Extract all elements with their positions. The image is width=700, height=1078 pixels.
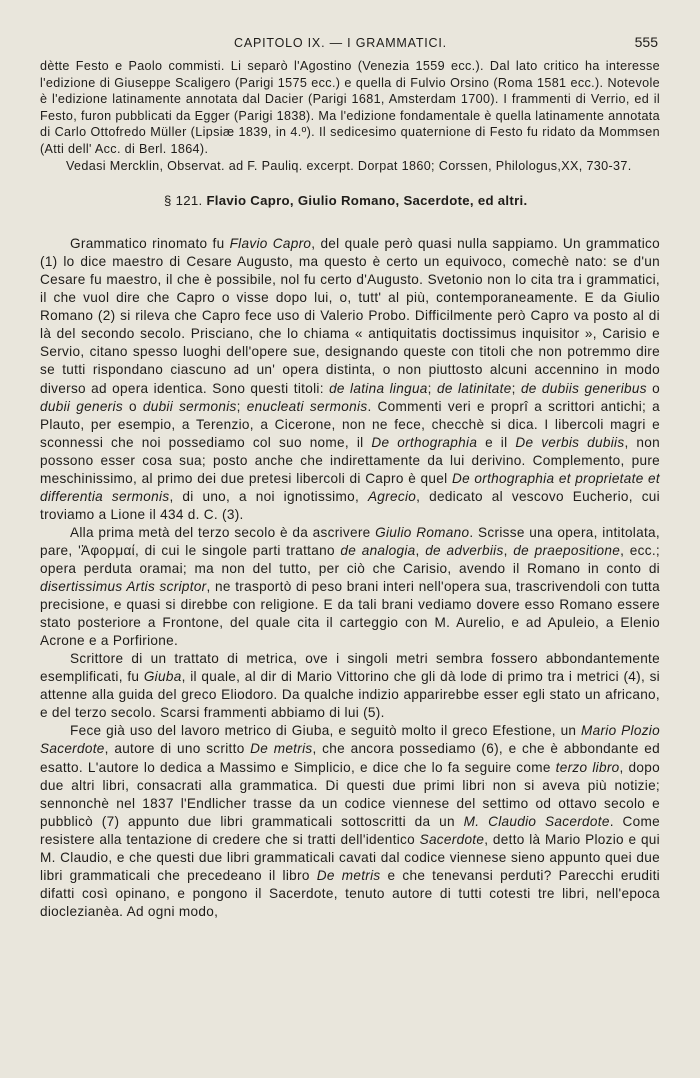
italic-text: De metris [316,867,381,883]
body-text [40,235,660,921]
text-run: , del quale però quasi nulla sappiamo. Un grammatico (1) lo dice maestro di Cesare Augusto, ma questo è certo un equivoco, comechè nato: se d'un Cesare fu maestro, il che è possibile, nol fu certo d'Augusto. Svetonio non lo cita tra i grammatici, il che vuol dire che Capro o visse dopo lui, o, tutt' al più, contemporaneamente. E da Giulio Romano (2) si rileva che Capro fece uso di Valerio Probo. Difficilmente però Capro va posto al di là del secondo secolo. Prisciano, che lo chiama « antiquitatis doctissimus inquisitor », Carisio e Servio, citano spesso luoghi dell'opere sue, designando queste con titoli che non potremmo dire se tutti rispondano ciascuno ad un' opera distinta, o non piuttosto alcuni accennino in modo diverso ad opera identica. Sono questi titoli: [40,236,660,396]
italic-text: de dubiis generibus [520,380,647,396]
text-run: Fece già uso del lavoro metrico di Giuba, e seguitò molto il greco Efestione, un [70,723,581,739]
text-run: e che tenevansi perduti? Parecchi eruditi difatti così opinano, e pongono il Sacerdote, tenuto autore di tutti cotesti tre libri, nell'epoca dioclezianèa. Ad ogni modo, [40,867,660,919]
body-paragraph [40,524,660,650]
footnote-continuation [40,58,660,174]
text-run: . Come resistere alla tentazione di credere che si tratti dell'identico [40,813,660,847]
text-run: ; [427,380,437,396]
text-run: , ne trasportò di peso brani interi nell'opera sua, trascrivendoli con tutta precisione, e quasi si direbbe con religione. E da tali brani vediamo dovere esso Romano essere stato posteriore a Frontone, del quale cita il carteggio con M. Aurelio, e ad Apuleio, a Elenio Acrone e a Porfirione. [40,579,660,649]
italic-text: Agrecio [367,488,417,504]
body-paragraph [40,722,660,921]
italic-text: de latinitate [437,380,512,396]
text-run: o [122,398,143,414]
text-run: , di uno, a noi ignotissimo, [169,488,368,504]
italic-text: De metris [250,741,313,757]
text-run: Grammatico rinomato fu [70,236,230,252]
italic-text: De verbis dubiis [515,434,625,450]
text-run: e il [477,434,516,450]
text-run: , [503,542,514,558]
page-header [0,36,700,54]
text-run: o [646,380,660,396]
note-paragraph: dètte Festo e Paolo commisti. Li separò l'Agostino (Venezia 1559 ecc.). Dal lato critico ha interesse l'edizione di Giuseppe Scaligero (Parigi 1575 ecc.) e quella di Fulvio Orsino (Roma 1581 ecc.). Notevole è l'edizione latinamente annotata dal Dacier (Parigi 1681, Amsterdam 1700). I frammenti di Verrio, ed il Festo, furon pubblicati da Egger (Parigi 1838). Ma l'edizione fondamentale è quella latinamente annotata di Carlo Ottofredo Müller (Lipsiæ 1839, in 4.º). Il sedicesimo quaternione di Festo fu ridato da Mommsen (Atti dell' Acc. di Berl. 1864). [40,59,660,156]
text-run: . Scrisse una opera, intitolata, pare, 'Ἀφορμαί, di cui le singole parti trattano [40,524,660,558]
text-run: . Commenti veri e proprî a scrittori antichi; a Plauto, per esempio, a Terenzio, a Cicerone, non ne fece, checchè si dica. I libercoli magri e sconnessi che noi possediamo col suo nome, il [40,398,661,450]
page-number: 555 [634,34,658,50]
italic-text: enucleati sermonis [246,398,368,414]
italic-text: Flavio Capro [229,236,312,252]
text-run: , non possono esser cosa sua; posto anche che indirettamente da lui derivino. Complemento, pure meschinissimo, al primo dei due pretesi libercoli di Capro è quel [40,434,661,486]
text-run: , dopo due altri libri, consacrati alla grammatica. Di questi due primi libri non si aveva più notizie; sennonchè nel 1837 l'Endlicher trasse da un codice viennese del settimo od ottavo secolo e pubblicò (7) appunto due libri grammaticali sottoscritti da un [40,759,660,829]
italic-text: Giuba [143,669,182,685]
text-run: , [415,542,426,558]
section-heading [40,193,660,208]
body-paragraph [40,650,660,722]
italic-text: Mario Plozio Sacerdote [40,723,660,757]
italic-text: Giulio Romano [375,524,470,540]
section-number: § 121. [164,193,203,209]
italic-text: M. Claudio Sacerdote [463,813,610,829]
italic-text: de latina lingua [329,380,428,396]
section-title: Flavio Capro, Giulio Romano, Sacerdote, ed altri. [206,193,528,209]
text-run: , dedicato al vescovo Eucherio, cui troviamo a Lione il 434 d. C. (3). [40,488,660,522]
text-run: , ecc.; opera perduta oramai; ma non del tutto, per ciò che Carisio, avendo il Romano in conto di [40,542,660,576]
text-run: , che ancora possediamo (6), e che è abbondante ed esatto. L'autore lo dedica a Massimo e Simplicio, e dice che lo fa seguire come [40,741,661,775]
body-paragraph [40,235,660,524]
italic-text: Sacerdote [419,831,485,847]
text-run: , detto là Mario Plozio e qui M. Claudio, e che questi due libri grammaticali cavati dal codice viennese sieno appunto quei due libri grammaticali che precedeano il libro [40,831,660,883]
note-paragraph: Vedasi Mercklin, Observat. ad F. Pauliq. excerpt. Dorpat 1860; Corssen, Philologus,XX, 730-37. [66,158,632,173]
page-content [40,58,660,921]
italic-text: De orthographia [371,434,478,450]
italic-text: de adverbiis [425,542,504,558]
italic-text: de praepositione [513,542,621,558]
text-run: Scrittore di un trattato di metrica, ove i singoli metri sembra fossero abbondantemente esemplificati, fu [40,651,660,685]
text-run: ; [236,398,247,414]
text-run: Alla prima metà del terzo secolo è da ascrivere [70,524,376,540]
italic-text: disertissimus Artis scriptor [40,579,207,595]
text-run: , il quale, al dir di Mario Vittorino che gli dà lode di primo tra i metrici (4), si attenne alla guida del greco Eliodoro. Da qualche indizio apparirebbe esser egli stato un africano, e del terzo secolo. Scarsi frammenti abbiamo di lui (5). [40,669,661,721]
text-run: ; [511,380,521,396]
italic-text: dubii sermonis [142,398,237,414]
italic-text: De orthographia et proprietate et differentia sermonis [40,470,660,504]
running-head: CAPITOLO IX. — I GRAMMATICI. [234,36,447,50]
italic-text: terzo libro [555,759,620,775]
text-run: , autore di uno scritto [104,741,251,757]
italic-text: dubii generis [40,398,123,414]
italic-text: de analogia [340,542,416,558]
